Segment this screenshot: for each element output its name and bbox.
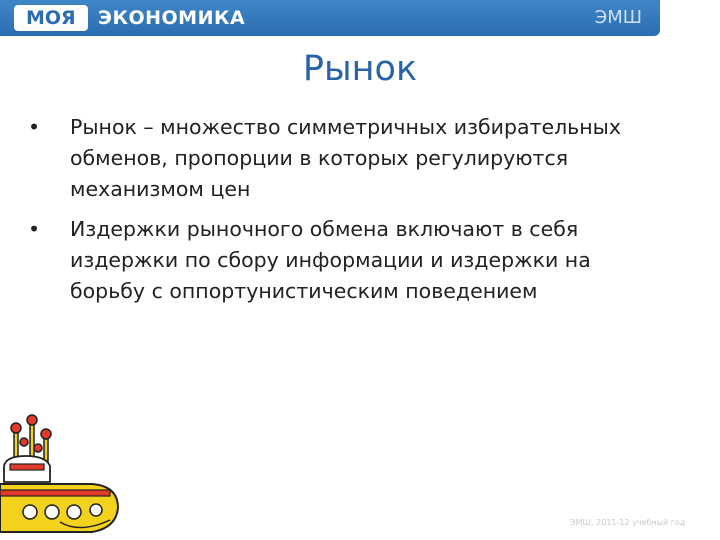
slide-title: Рынок — [302, 49, 418, 89]
logo-moya: МОЯ — [14, 5, 88, 31]
yellow-submarine-icon — [0, 400, 130, 540]
logo-ekonomika: ЭКОНОМИКА — [98, 7, 246, 29]
bullet-marker: • — [28, 217, 41, 241]
bullet-item — [28, 112, 668, 205]
footer-text: ЭМШ, 2011-12 учебный год — [570, 518, 686, 527]
bullet-item — [28, 214, 668, 307]
bullet-marker: • — [28, 115, 41, 139]
bullet-list — [28, 112, 668, 316]
bullet-text: Рынок – множество симметричных избирательных обменов, пропорции в которых регулируются механизмом цен — [70, 115, 621, 201]
bullet-text: Издержки рыночного обмена включают в себя издержки по сбору информации и издержки на борьбу с оппортунистическим поведением — [70, 217, 591, 303]
header-bar — [0, 0, 660, 36]
logo-ems: ЭМШ — [594, 7, 642, 28]
